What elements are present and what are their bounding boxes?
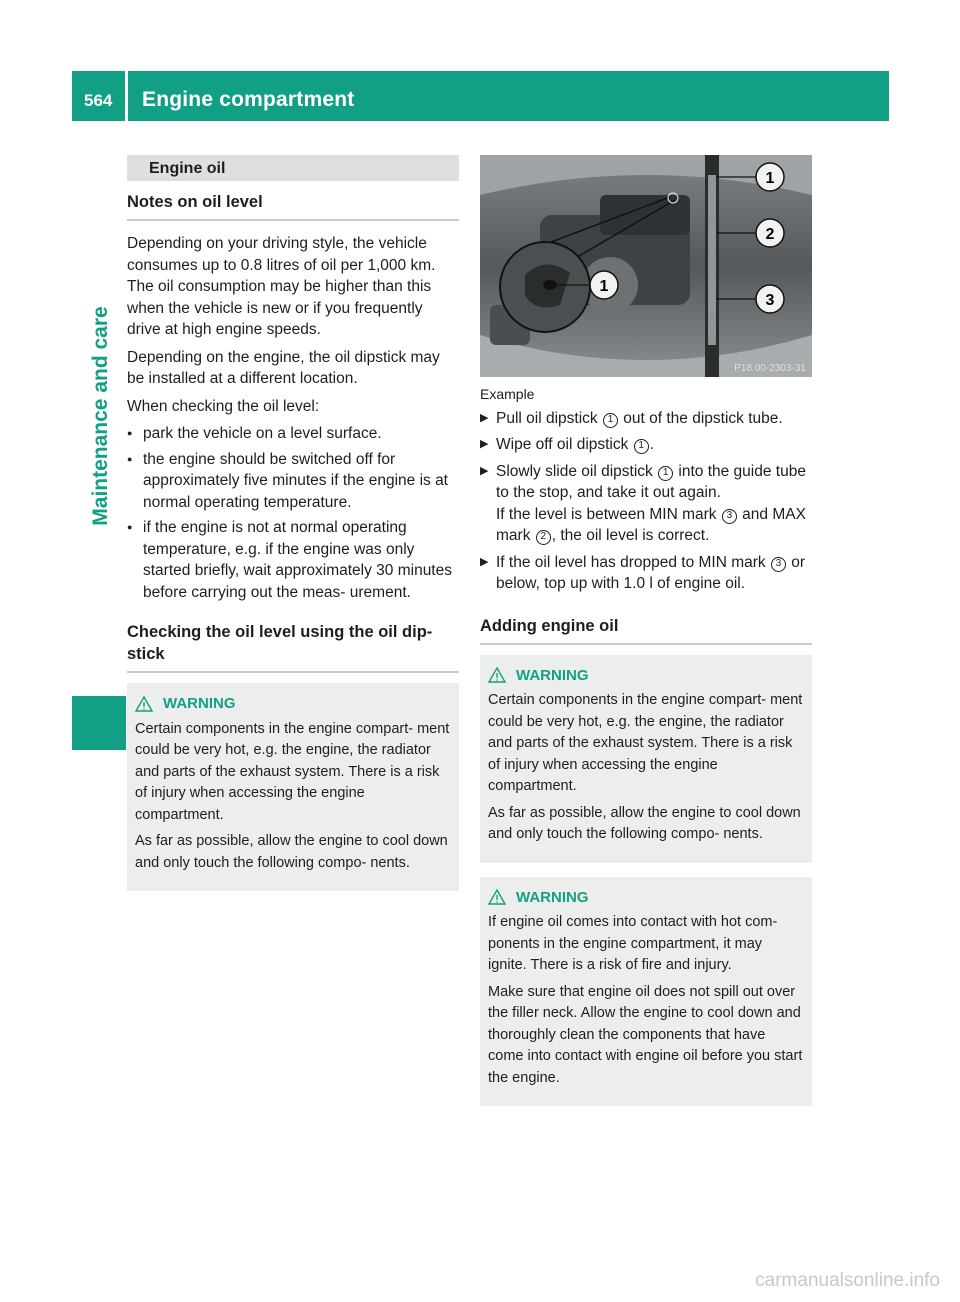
page-number: 564: [84, 91, 113, 110]
engine-illustration: [480, 155, 812, 377]
warning-triangle-icon: [488, 889, 506, 905]
footer-watermark: carmanualsonline.info: [755, 1270, 940, 1291]
warning-title-text: WARNING: [163, 695, 236, 712]
warning-title-text: WARNING: [516, 888, 589, 906]
step-text: Slowly slide oil dipstick: [496, 462, 653, 480]
step-text: Wipe off oil dipstick: [496, 436, 629, 453]
step-text: , the oil level is correct.: [551, 527, 710, 544]
callout-1: [756, 163, 784, 191]
step-item: [480, 408, 812, 430]
warning-title-text: WARNING: [516, 666, 589, 684]
step-text: .: [649, 436, 655, 453]
heading-checking-oil-level: Checking the oil level using the oil dip- stick: [127, 621, 459, 673]
warning-box: [127, 683, 459, 891]
callout-mark: 3: [771, 557, 786, 572]
page-header: [72, 71, 889, 121]
callout-3: [756, 285, 784, 313]
warning-title: [135, 693, 451, 715]
side-tab-label: Maintenance and care: [89, 306, 112, 526]
bullet-item: ● the engine should be switched off for approximately five minutes if the engine is at normal operating temperature.: [127, 449, 459, 514]
step-text: and MAX mark: [496, 505, 806, 544]
warning-triangle-icon: [135, 696, 153, 712]
warning-text: As far as possible, allow the engine to cool down and only touch the following compo- nents.: [135, 833, 448, 871]
heading-notes-oil-level: Notes on oil level: [127, 191, 459, 221]
warning-title: [488, 887, 804, 909]
callout-mark: 1: [603, 413, 618, 428]
warning-text: Certain components in the engine compart- ment could be very hot, e.g. the engine, the radiator and parts of the exhaust system. There is a risk of injury when accessing the engine compartment.: [135, 720, 450, 823]
callout-2-label: 2: [765, 226, 775, 243]
warning-text: If engine oil comes into contact with hot com- ponents in the engine compartment, it may ignite. There is a risk of fire and injury.: [488, 914, 778, 973]
section-title: Engine oil: [127, 155, 459, 181]
side-tab-marker: [72, 696, 126, 750]
engine-photo: [480, 155, 812, 377]
callout-mark: 1: [634, 439, 649, 454]
callout-3-label: 3: [765, 292, 775, 309]
callout-1-label: 1: [765, 170, 775, 187]
paragraph: Depending on the engine, the oil dipstick may be installed at a different location.: [127, 348, 440, 387]
header-divider: [125, 71, 128, 121]
step-item: [480, 461, 812, 547]
step-text: If the level is between MIN mark: [496, 505, 717, 523]
step-text: out of the dipstick tube.: [623, 409, 783, 427]
paragraph: When checking the oil level:: [127, 397, 320, 415]
heading-adding-engine-oil: Adding engine oil: [480, 615, 812, 645]
step-text: Pull oil dipstick: [496, 409, 598, 427]
right-column: [480, 155, 812, 1106]
inset-callout-label: 1: [599, 278, 609, 295]
warning-text: Certain components in the engine compart- ment could be very hot, e.g. the engine, the radiator and parts of the exhaust system. There is a risk of injury when accessing the engine compartment.: [488, 692, 803, 794]
callout-mark: 1: [658, 466, 673, 481]
callout-mark: 3: [722, 509, 737, 524]
figure-code: P18.00-2303-31: [734, 363, 806, 374]
step-item: [480, 552, 812, 595]
side-tab-label-box: [86, 121, 116, 711]
paragraph: Depending on your driving style, the vehicle consumes up to 0.8 litres of oil per 1,000 km. The oil consumption may be higher than this when the vehicle is new or if you frequently drive at high engine speeds.: [127, 235, 436, 338]
warning-box: [480, 655, 812, 863]
step-text: If the oil level has dropped to MIN mark: [496, 553, 766, 571]
step-text: or below, top up with 1.0 l of engine oil.: [496, 553, 806, 592]
callout-2: [756, 219, 784, 247]
warning-box: [480, 877, 812, 1107]
warning-text: Make sure that engine oil does not spill out over the filler neck. Allow the engine to cool down and thoroughly clean the components that have come into contact with engine oil before you start the engine.: [488, 983, 803, 1086]
bullet-item: ● park the vehicle on a level surface.: [127, 423, 459, 445]
callout-mark: 2: [536, 530, 551, 545]
warning-triangle-icon: [488, 667, 506, 683]
page-title: Engine compartment: [142, 88, 355, 111]
side-tab: [72, 121, 126, 1121]
figure-caption: Example: [480, 386, 535, 402]
warning-title: [488, 665, 804, 687]
left-column: [127, 155, 459, 891]
step-item: [480, 434, 812, 456]
warning-text: As far as possible, allow the engine to cool down and only touch the following compo- nents.: [488, 804, 801, 842]
bullet-item: ● if the engine is not at normal operating temperature, e.g. if the engine was only started briefly, wait approximately 30 minutes before carrying out the meas- urement.: [127, 517, 459, 603]
step-text: into the guide tube to the stop, and take it out again.: [496, 462, 806, 501]
